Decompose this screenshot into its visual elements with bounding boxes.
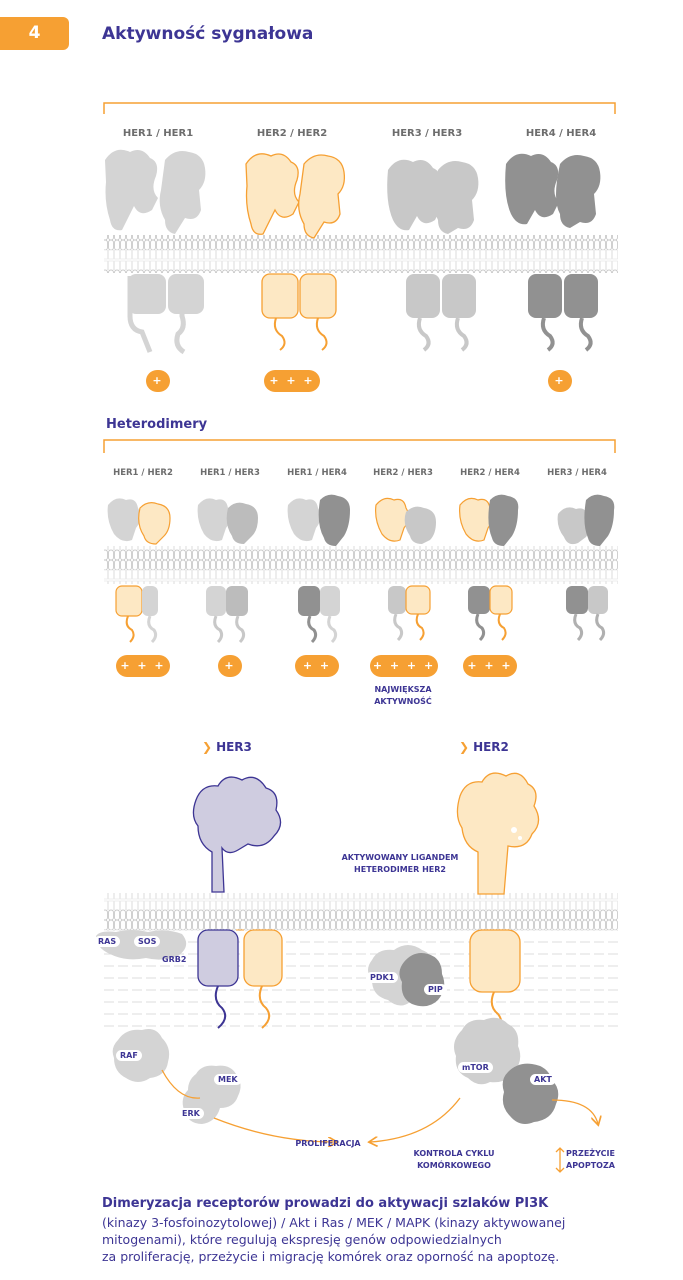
protein-akt: AKT xyxy=(530,1074,556,1085)
heterodimer-label-her1-her2: HER1 / HER2 xyxy=(113,468,173,478)
outcome-cell-cycle-line2: KOMÓRKOWEGO xyxy=(417,1161,491,1170)
activity-badge-her2-her3: + + + + xyxy=(370,655,438,677)
heterodimer-label-her1-her4: HER1 / HER4 xyxy=(287,468,347,478)
protein-mek: MEK xyxy=(214,1074,242,1085)
survival-up-arrow xyxy=(556,1148,564,1160)
membrane-middle xyxy=(104,546,618,584)
outcome-proliferation: PROLIFERACJA xyxy=(295,1139,361,1148)
outcome-survival-apoptosis xyxy=(566,1148,622,1172)
highest-activity-note-line2: AKTYWNOŚĆ xyxy=(374,697,432,706)
caption-line3: za proliferację, przeżycie i migrację komórek oraz oporność na apoptozę. xyxy=(102,1249,560,1264)
homodimer-label-her3: HER3 / HER3 xyxy=(391,128,463,139)
chevron-right-icon: ❯ xyxy=(202,740,213,754)
outcome-survival: PRZEŻYCIE xyxy=(566,1149,615,1158)
her2-heading-text: HER2 xyxy=(473,740,509,754)
caption-body xyxy=(102,1214,662,1265)
heterodimer-heading: Heterodimery xyxy=(106,417,208,432)
heterodimer-note xyxy=(330,852,470,876)
caption-line1: (kinazy 3-fosfoinozytolowej) / Akt i Ras / MEK / MAPK (kinazy aktywowanej xyxy=(102,1215,566,1230)
arrow-mtor-proliferation xyxy=(370,1098,460,1142)
activity-badge-her4-her4: + xyxy=(548,370,572,392)
heterodimer-note-line2: HETERODIMER HER2 xyxy=(354,865,446,874)
protein-grb2: GRB2 xyxy=(162,955,187,964)
page-number-badge: 4 xyxy=(0,17,69,50)
protein-mtor: mTOR xyxy=(458,1062,493,1073)
chevron-right-icon: ❯ xyxy=(459,740,470,754)
highest-activity-note xyxy=(358,684,448,708)
heterodimer-label-her2-her4: HER2 / HER4 xyxy=(460,468,520,478)
outcome-cell-cycle-line1: KONTROLA CYKLU xyxy=(413,1149,495,1158)
protein-sos: SOS xyxy=(134,936,160,947)
membrane-bottom xyxy=(104,893,618,931)
caption-line2: mitogenami), które regulują ekspresję genów odpowiedzialnych xyxy=(102,1232,502,1247)
apoptosis-down-arrow xyxy=(556,1160,564,1172)
page-title: Aktywność sygnałowa xyxy=(102,24,314,44)
activity-badge-her2-her4: + + + xyxy=(463,655,517,677)
activity-badge-her1-her2: + + + xyxy=(116,655,170,677)
membrane-top xyxy=(104,235,618,273)
homodimer-label-her1: HER1 / HER1 xyxy=(122,128,194,139)
activity-badge-her1-her4: + + xyxy=(295,655,339,677)
homodimer-label-her2: HER2 / HER2 xyxy=(256,128,328,139)
protein-ras: RAS xyxy=(94,936,120,947)
arrow-akt-survival xyxy=(552,1100,598,1124)
outcome-cell-cycle xyxy=(400,1148,508,1172)
outcome-apoptosis: APOPTOZA xyxy=(566,1161,615,1170)
activity-badge-her1-her1: + xyxy=(146,370,170,392)
heterodimer-label-her1-her3: HER1 / HER3 xyxy=(200,468,260,478)
highest-activity-note-line1: NAJWIĘKSZA xyxy=(374,685,432,694)
heterodimer-bracket xyxy=(104,440,615,453)
homodimer-label-her4: HER4 / HER4 xyxy=(525,128,597,139)
her2-heading xyxy=(459,740,509,754)
her3-heading-text: HER3 xyxy=(216,740,252,754)
protein-pdk1: PDK1 xyxy=(366,972,398,983)
protein-erk: ERK xyxy=(178,1108,204,1119)
heterodimer-label-her2-her3: HER2 / HER3 xyxy=(373,468,433,478)
activity-badge-her1-her3: + xyxy=(218,655,242,677)
heterodimer-label-her3-her4: HER3 / HER4 xyxy=(547,468,607,478)
homodimer-bracket xyxy=(104,103,615,114)
her3-heading xyxy=(202,740,252,754)
caption-heading: Dimeryzacja receptorów prowadzi do aktywacji szlaków PI3K xyxy=(102,1196,549,1211)
protein-pip: PIP xyxy=(424,984,447,995)
activity-badge-her2-her2: + + + xyxy=(264,370,320,392)
protein-raf: RAF xyxy=(116,1050,142,1061)
heterodimer-note-line1: AKTYWOWANY LIGANDEM xyxy=(341,853,459,862)
